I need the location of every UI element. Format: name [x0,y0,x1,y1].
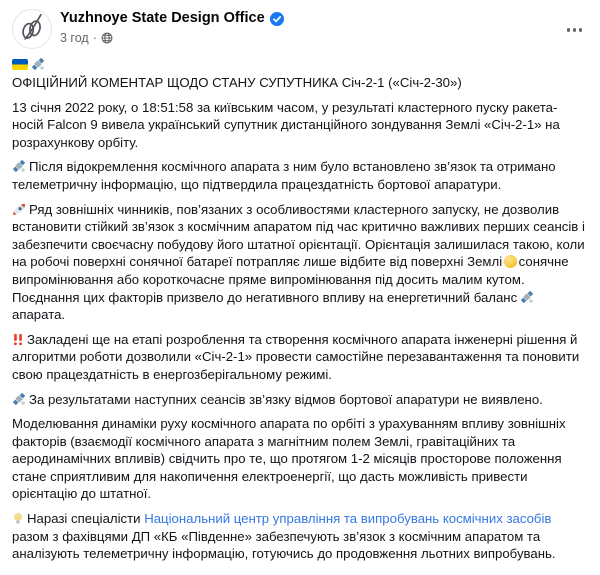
post-body [0,54,600,563]
paragraph-text: 13 січня 2022 року, о 18:51:58 за київським часом, у результаті кластерного пуску ракета-носій Falcon 9 вивела український супутник дистанційного зондування Землі «Січ-2-1» на розрахункову орбіту. [12,99,560,150]
satellite-icon [520,290,534,304]
post-paragraph [12,331,588,384]
yellow-circle-icon [504,255,517,268]
page-name[interactable]: Yuzhnoye State Design Office [60,10,265,26]
post-title-block [12,56,588,92]
intro-emoji-line [12,56,588,74]
header-info [60,9,588,46]
post-timestamp[interactable]: 3 год [60,31,89,45]
page-name-row [60,9,588,28]
paragraph-text: апарата. [12,307,66,323]
dot [567,28,571,32]
dot [573,28,577,32]
satellite-icon [31,57,45,71]
double-exclamation-icon [12,333,24,346]
post-paragraph [12,510,588,563]
post-paragraph [12,391,588,409]
lightbulb-icon [12,512,24,525]
paragraph-text: разом з фахівцями ДП «КБ «Південне» забезпечують зв’язок з космічним апаратом та аналізують телеметричну інформацію, готуючись до продовження льотних випробувань. [12,528,556,562]
post-meta [60,30,588,46]
post-paragraph [12,158,588,193]
post-paragraph [12,99,588,152]
paragraph-text: Закладені ще на етапі розроблення та створення космічного апарата інженерні рішення й алгоритми роботи дозволили «Січ-2-1» провести самостійне перезавантаження та поновити свою працездатність в енергозберігальному режимі. [12,331,580,382]
ukraine-flag-icon [12,59,28,71]
satellite-icon [12,159,26,173]
rocket-icon [12,202,26,216]
paragraph-text: сонячне випромінювання або короткочасне пряме випромінювання під досить малим кутом. Поєднання цих факторів призвело до негативного впливу на енергетичний баланс [12,254,569,305]
page-mention-link[interactable]: Національний центр управління та випробувань космічних засобів [144,511,552,527]
verified-badge-icon [270,12,284,26]
satellite-icon [12,392,26,406]
post-paragraph [12,201,588,324]
post-title: ОФІЦІЙНИЙ КОМЕНТАР ЩОДО СТАНУ СУПУТНИКА Січ-2-1 («Січ-2-30») [12,75,462,90]
paragraph-text: Моделювання динаміки руху космічного апарата по орбіті з урахуванням впливу зовнішніх факторів (взаємодії космічного апарата з магнітним полем Землі, гравітаційних та аеродинамічних впливів) свідчить про те, що протягом 1-2 місяців просторове положення стане сприятливим для накопичення електроенергії, що дасть можливість привести орієнтацію до штатної. [12,416,566,502]
paragraph-text: Ряд зовнішніх чинників, пов’язаних з особливостями кластерного запуску, не дозволив встановити стійкий зв’язок з космічним апаратом під час критично важливих перших сеансів і забезпечити своєчасну побудову його штатної орієнтації. Орієнтація залишилася такою, коли на робочі поверхні сонячної батареї потрапляє лише відбите від поверхні Землі [12,201,585,270]
dot [579,28,583,32]
globe-icon [101,32,113,44]
post-paragraph [12,415,588,503]
paragraph-text: За результатами наступних сеансів зв’язку відмов бортової апаратури не виявлено. [29,391,543,407]
post-header [0,0,600,54]
meta-separator: · [92,31,97,45]
more-options-button[interactable] [565,22,585,38]
yuzhnoye-logo-icon [15,10,49,49]
paragraph-text: Після відокремлення космічного апарата з ним було встановлено зв’язок та отримано телеметричну інформацію, що підтвердила працездатність бортової апаратури. [12,159,556,192]
paragraph-text: Наразі спеціалісти [27,511,145,527]
page-avatar[interactable] [12,9,52,49]
